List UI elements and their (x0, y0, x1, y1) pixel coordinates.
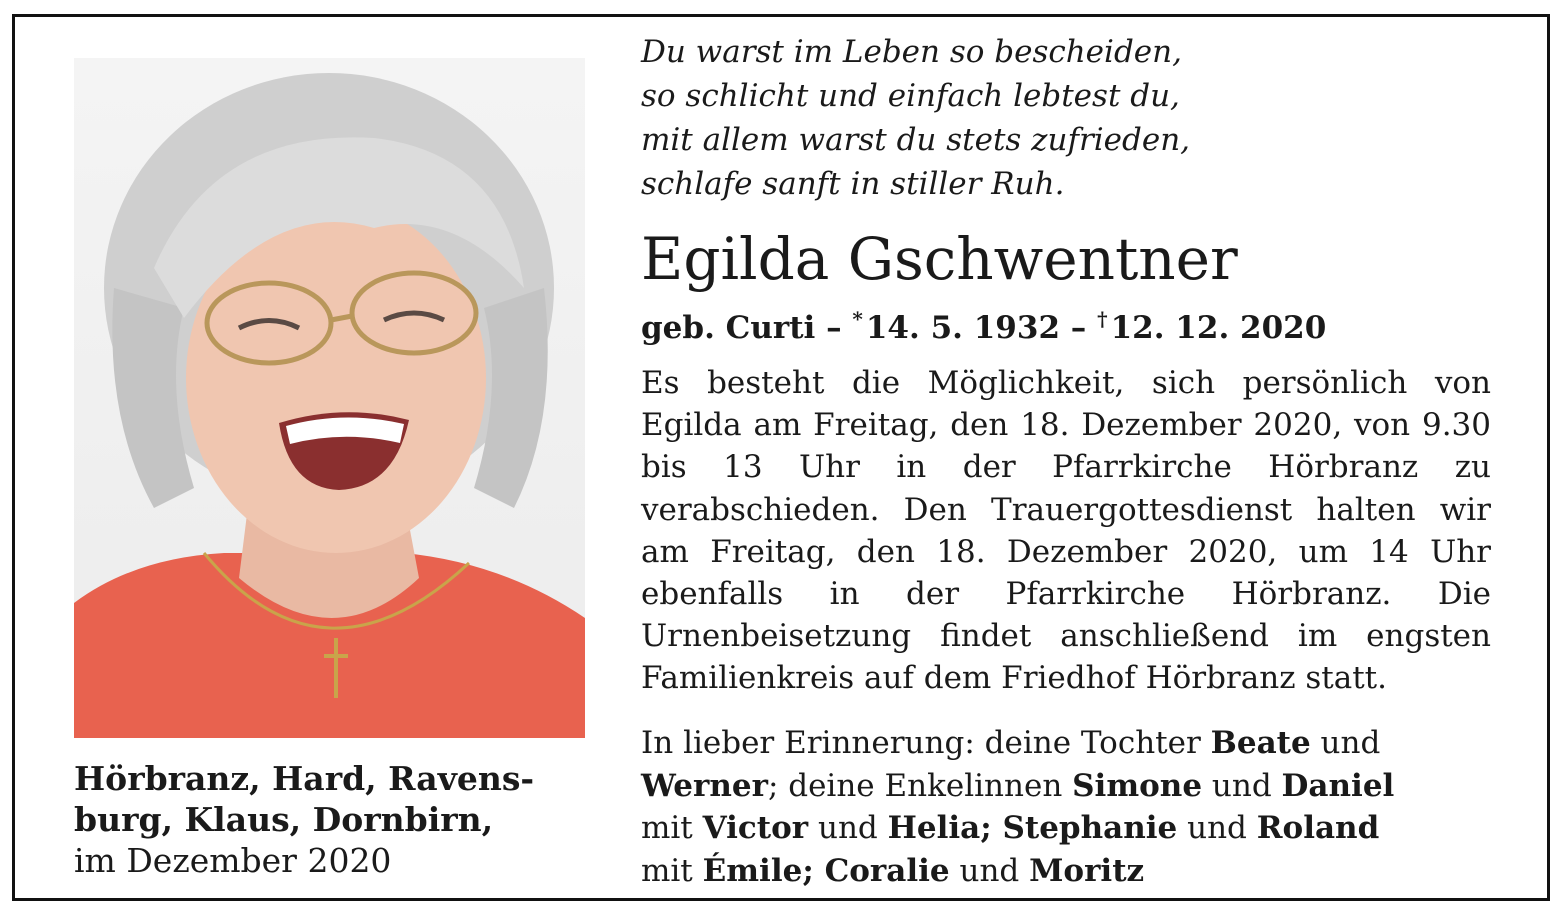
funeral-information-text: Es besteht die Möglichkeit, sich persönlich von Egilda am Freitag, den 18. Dezember 2020, von 9.30 bis 13 Uhr in der Pfarrkirche Hörbranz zu verabschieden. Den Trauergottesdienst halten wir am Freitag, den 18. Dezember 2020, um 14 Uhr ebenfalls in der Pfarrkirche Hörbranz. Die Urnenbeisetzung findet anschließend im engsten Familienkreis auf dem Friedhof Hörbranz statt. (641, 365, 1491, 697)
mourner-name: Roland (1256, 810, 1380, 846)
death-date: 12. 12. 2020 (1110, 310, 1327, 346)
mourner-name: Helia; Stephanie (887, 810, 1178, 846)
mourners-line-3 (641, 807, 1501, 850)
family-mourners (641, 722, 1501, 892)
place-line-2: burg, Klaus, Dornbirn, (74, 800, 494, 839)
mourner-name: Moritz (1029, 852, 1145, 889)
place-line-1: Hörbranz, Hard, Ravens- (74, 759, 535, 798)
closing-text: und (1310, 725, 1381, 761)
birth-symbol: * (852, 307, 863, 331)
poem-line-1: Du warst im Leben so bescheiden, (641, 34, 1182, 70)
maiden-name: geb. Curti – (641, 310, 842, 346)
poem-line-2: so schlicht und einfach lebtest du, (641, 78, 1180, 114)
birth-date: 14. 5. 1932 – (865, 310, 1087, 346)
portrait-illustration (74, 58, 585, 738)
birth-death-line (641, 298, 1521, 349)
portrait-photo (74, 58, 585, 738)
mourner-name: Werner (641, 767, 768, 804)
death-symbol: † (1097, 307, 1108, 331)
mourners-line-4 (641, 850, 1501, 893)
closing-text: und (808, 810, 888, 846)
closing-text: mit (641, 852, 703, 889)
closing-text: In lieber Erinnerung: deine Tochter (641, 725, 1211, 761)
mourner-name: Daniel (1281, 767, 1395, 804)
mourner-name: Beate (1210, 725, 1311, 761)
funeral-information (641, 362, 1491, 700)
mourners-line-1 (641, 722, 1501, 765)
place-date: im Dezember 2020 (74, 841, 392, 880)
closing-text: ; deine Enkelinnen (767, 767, 1073, 804)
closing-text: und (949, 852, 1030, 889)
mourner-name: Simone (1072, 767, 1203, 804)
mourners-line-2 (641, 765, 1501, 808)
place-and-date (74, 758, 594, 881)
poem-line-4: schlafe sanft in stiller Ruh. (641, 166, 1065, 202)
mourner-name: Émile; Coralie (702, 852, 950, 889)
closing-text: und (1202, 767, 1282, 804)
deceased-name: Egilda Gschwentner (641, 225, 1238, 293)
closing-text: und (1177, 810, 1257, 846)
closing-text: mit (641, 810, 703, 846)
poem-line-3: mit allem warst du stets zufrieden, (641, 122, 1191, 158)
memorial-poem (641, 30, 1521, 206)
mourner-name: Victor (702, 810, 809, 846)
